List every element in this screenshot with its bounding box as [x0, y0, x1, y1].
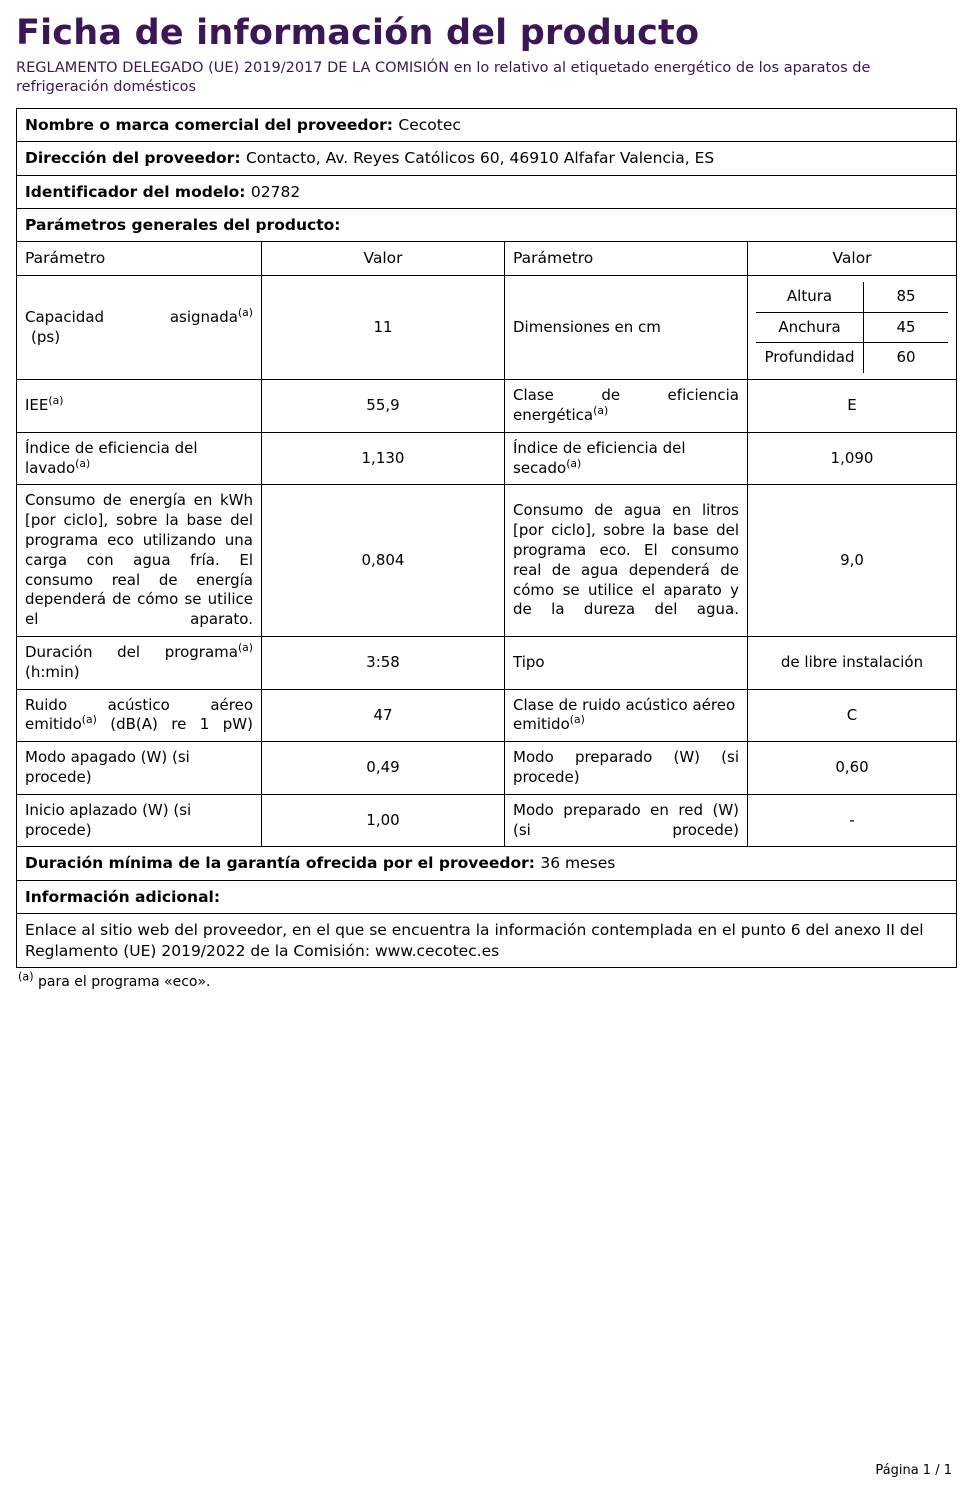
program-duration-label-text: Duración del programa: [25, 643, 238, 662]
dimension-value-depth: 60: [896, 348, 916, 367]
dimension-row-height: [756, 282, 948, 312]
param-network-standby-label: Modo preparado en red (W) (si procede): [505, 794, 748, 847]
warranty-cell: [17, 847, 957, 880]
supplier-name-label: Nombre o marca comercial del proveedor:: [25, 115, 393, 134]
table-row-capacity: [17, 275, 957, 379]
column-header-parameter-left: Parámetro: [17, 242, 262, 275]
param-capacity-label: [17, 275, 262, 379]
param-dimensions-label: Dimensiones en cm: [505, 275, 748, 379]
param-noise-class-value: C: [748, 689, 957, 742]
energy-class-label-sup: (a): [593, 404, 609, 418]
dimension-value-height: 85: [864, 282, 949, 312]
supplier-address-value: Contacto, Av. Reyes Católicos 60, 46910 Alfafar Valencia, ES: [245, 149, 715, 168]
additional-info-heading: Información adicional:: [17, 880, 957, 913]
page-number: Página 1 / 1: [875, 1463, 952, 1478]
column-header-value-right: Valor: [748, 242, 957, 275]
param-type-label: Tipo: [505, 637, 748, 690]
program-duration-label-sup: (a): [237, 641, 253, 655]
noise-class-label-sup: (a): [569, 713, 585, 727]
table-row-wash-dry-index: [17, 432, 957, 485]
param-standby-mode-label: Modo preparado (W) (si procede): [505, 742, 748, 795]
wash-index-label-text: Índice de eficiencia del lavado: [25, 438, 198, 477]
dimension-label-depth: Profundidad: [756, 343, 864, 373]
dry-index-label-sup: (a): [566, 456, 582, 470]
noise-class-label-text: Clase de ruido acústico aéreo emitido: [513, 695, 736, 734]
table-row-general-params: [17, 208, 957, 241]
param-energy-consumption-label: Consumo de energía en kWh [por ciclo], sobre la base del programa eco utilizando una carga con agua fría. El consumo real de energía dependerá de cómo se utilice el aparato.: [17, 485, 262, 637]
param-network-standby-value: -: [748, 794, 957, 847]
dimension-row-depth: [756, 343, 948, 373]
table-row-eei: [17, 380, 957, 433]
param-delay-start-value: 1,00: [262, 794, 505, 847]
column-header-parameter-right: Parámetro: [505, 242, 748, 275]
param-wash-index-value: 1,130: [262, 432, 505, 485]
supplier-name-value: Cecotec: [398, 115, 461, 134]
dimension-row-width: [756, 312, 948, 343]
noise-label-sup: (a): [81, 713, 97, 727]
warranty-value: 36 meses: [540, 854, 616, 873]
energy-class-label-text: Clase de eficiencia energética: [513, 386, 739, 425]
model-id-value: 02782: [250, 182, 301, 201]
param-eei-label: [17, 380, 262, 433]
table-row-supplier-name: [17, 108, 957, 141]
param-energy-class-value: E: [748, 380, 957, 433]
capacity-label-unit: (ps): [31, 327, 61, 346]
dimension-label-height: Altura: [756, 282, 864, 312]
table-row-delay-network: [17, 794, 957, 847]
param-energy-class-label: [505, 380, 748, 433]
param-water-consumption-value: 9,0: [748, 485, 957, 637]
table-row-off-standby: [17, 742, 957, 795]
param-noise-value: 47: [262, 689, 505, 742]
dimensions-subtable: [756, 282, 948, 373]
param-energy-consumption-value: 0,804: [262, 485, 505, 637]
supplier-name-cell: [17, 108, 957, 141]
footnote-marker: (a): [18, 970, 34, 984]
general-params-heading: Parámetros generales del producto:: [17, 208, 957, 241]
param-off-mode-value: 0,49: [262, 742, 505, 795]
regulation-subtitle: REGLAMENTO DELEGADO (UE) 2019/2017 DE LA COMISIÓN en lo relativo al etiquetado energético de los aparatos de refrigeración domésticos: [16, 59, 871, 96]
param-dry-index-label: [505, 432, 748, 485]
noise-label-unit: (dB(A) re 1 pW): [110, 715, 253, 734]
wash-index-label-sup: (a): [75, 456, 91, 470]
additional-info-text: Enlace al sitio web del proveedor, en el que se encuentra la información contemplada en el punto 6 del anexo II del Reglamento (UE) 2019/2022 de la Comisión: www.cecotec.es: [17, 914, 957, 968]
capacity-label-text: Capacidad asignada: [25, 307, 238, 326]
dimension-value-width: 45: [864, 312, 949, 343]
table-header-row: [17, 242, 957, 275]
table-row-model-id: [17, 175, 957, 208]
table-row-duration-type: [17, 637, 957, 690]
param-program-duration-value: 3:58: [262, 637, 505, 690]
supplier-address-cell: [17, 142, 957, 175]
table-row-energy-water-consumption: [17, 485, 957, 637]
table-row-warranty: [17, 847, 957, 880]
table-row-additional-info-heading: [17, 880, 957, 913]
param-program-duration-label: [17, 637, 262, 690]
product-fiche-table: [16, 108, 957, 969]
footnote: [16, 970, 956, 991]
param-dimensions-value: [748, 275, 957, 379]
eei-label-text: IEE: [25, 396, 49, 415]
eei-label-sup: (a): [48, 394, 64, 408]
column-header-value-left: Valor: [262, 242, 505, 275]
param-noise-label: [17, 689, 262, 742]
param-noise-class-label: [505, 689, 748, 742]
program-duration-label-unit: (h:min): [25, 662, 80, 681]
param-type-value: de libre instalación: [748, 637, 957, 690]
model-id-label: Identificador del modelo:: [25, 182, 246, 201]
table-row-noise: [17, 689, 957, 742]
supplier-address-label: Dirección del proveedor:: [25, 149, 241, 168]
param-eei-value: 55,9: [262, 380, 505, 433]
param-standby-mode-value: 0,60: [748, 742, 957, 795]
table-row-supplier-address: [17, 142, 957, 175]
dry-index-label-text: Índice de eficiencia del secado: [513, 438, 686, 477]
param-delay-start-label: Inicio aplazado (W) (si procede): [17, 794, 262, 847]
table-row-additional-info-text: [17, 914, 957, 968]
param-capacity-value: 11: [262, 275, 505, 379]
model-id-cell: [17, 175, 957, 208]
dimension-label-width: Anchura: [756, 312, 864, 343]
param-water-consumption-label: Consumo de agua en litros [por ciclo], sobre la base del programa eco. El consumo real de agua dependerá de cómo se utilice el aparato y de la dureza del agua.: [505, 485, 748, 637]
noise-label-text: Ruido acústico aéreo emitido: [25, 695, 253, 734]
param-wash-index-label: [17, 432, 262, 485]
param-dry-index-value: 1,090: [748, 432, 957, 485]
capacity-label-sup: (a): [237, 305, 253, 319]
footnote-text: para el programa «eco».: [38, 974, 211, 991]
warranty-label: Duración mínima de la garantía ofrecida por el proveedor:: [25, 854, 535, 873]
param-off-mode-label: Modo apagado (W) (si procede): [17, 742, 262, 795]
page-title: Ficha de información del producto: [16, 13, 700, 53]
